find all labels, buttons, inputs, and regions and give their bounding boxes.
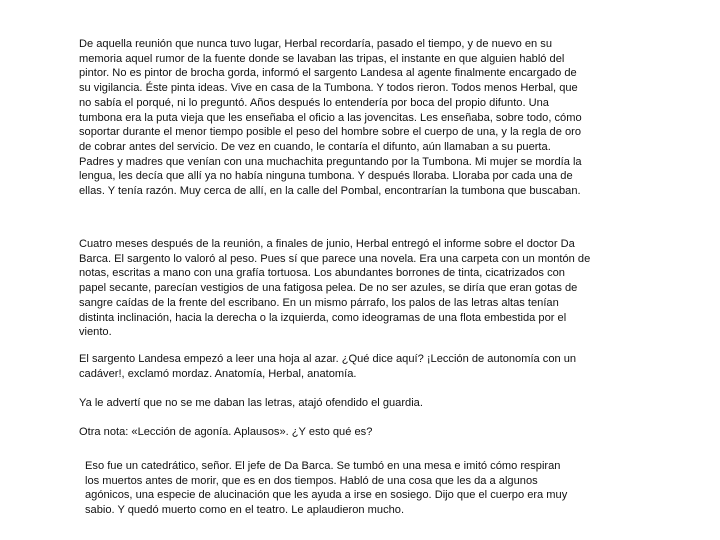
paragraph-2: Cuatro meses después de la reunión, a finales de junio, Herbal entregó el informe sobre el doctor Da Barca. El sargento lo valoró al peso. Pues sí que parece una novela. Era una carpeta con un montón de notas, escritas a mano con una grafía tortuosa. Los abundantes borrones de tinta, cicatrizados con papel secante, parecían vestigios de una fatigosa pelea. De no ser azules, se diría que eran gotas de sangre caídas de la frente del escribano. En un mismo párrafo, los palos de las letras altas tenían distinta inclinación, hacia la derecha o la izquierda, como ideogramas de una flota embestida por el viento. <box>79 238 591 339</box>
paragraph-5: Otra nota: «Lección de agonía. Aplausos». ¿Y esto qué es? <box>79 426 373 438</box>
paragraph-4: Ya le advertí que no se me daban las letras, atajó ofendido el guardia. <box>79 397 423 409</box>
paragraph-6: Eso fue un catedrático, señor. El jefe de Da Barca. Se tumbó en una mesa e imitó cómo respiran los muertos antes de morir, que es en dos tiempos. Habló de una cosa que les da a algunos agónicos, una especie de alucinación que les ayuda a irse en sosiego. Dijo que el cuerpo era muy sabio. Y quedó muerto como en el teatro. Le aplaudieron mucho. <box>85 460 568 517</box>
paragraph-1: De aquella reunión que nunca tuvo lugar, Herbal recordaría, pasado el tiempo, y de nuevo en su memoria aquel rumor de la fuente donde se lavaban las tripas, el instante en que alguien habló del pintor. No es pintor de brocha gorda, informó el sargento Landesa al agente finalmente encargado de su vigilancia. Éste pinta ideas. Vive en casa de la Tumbona. Y todos rieron. Todos menos Herbal, que no sabía el porqué, ni lo preguntó. Años después lo entendería por boca del propio difunto. Una tumbona era la puta vieja que les enseñaba el oficio a las jovencitas. Les enseñaba, sobre todo, cómo soportar durante el menor tiempo posible el peso del hombre sobre el cuerpo de una, y la regla de oro de cobrar antes del servicio. De vez en cuando, le contaría el difunto, aún llamaban a su puerta. Padres y madres que venían con una muchachita preguntando por la Tumbona. Mi mujer se mordía la lengua, les decía que allí ya no había ninguna tumbona. Y después lloraba. Lloraba por cada una de ellas. Y tenía razón. Muy cerca de allí, en la calle del Pombal, encontrarían la tumbona que buscaban. <box>79 38 582 198</box>
paragraph-3: El sargento Landesa empezó a leer una hoja al azar. ¿Qué dice aquí? ¡Lección de autonomía con un cadáver!, exclamó mordaz. Anatomía, Herbal, anatomía. <box>79 353 577 380</box>
